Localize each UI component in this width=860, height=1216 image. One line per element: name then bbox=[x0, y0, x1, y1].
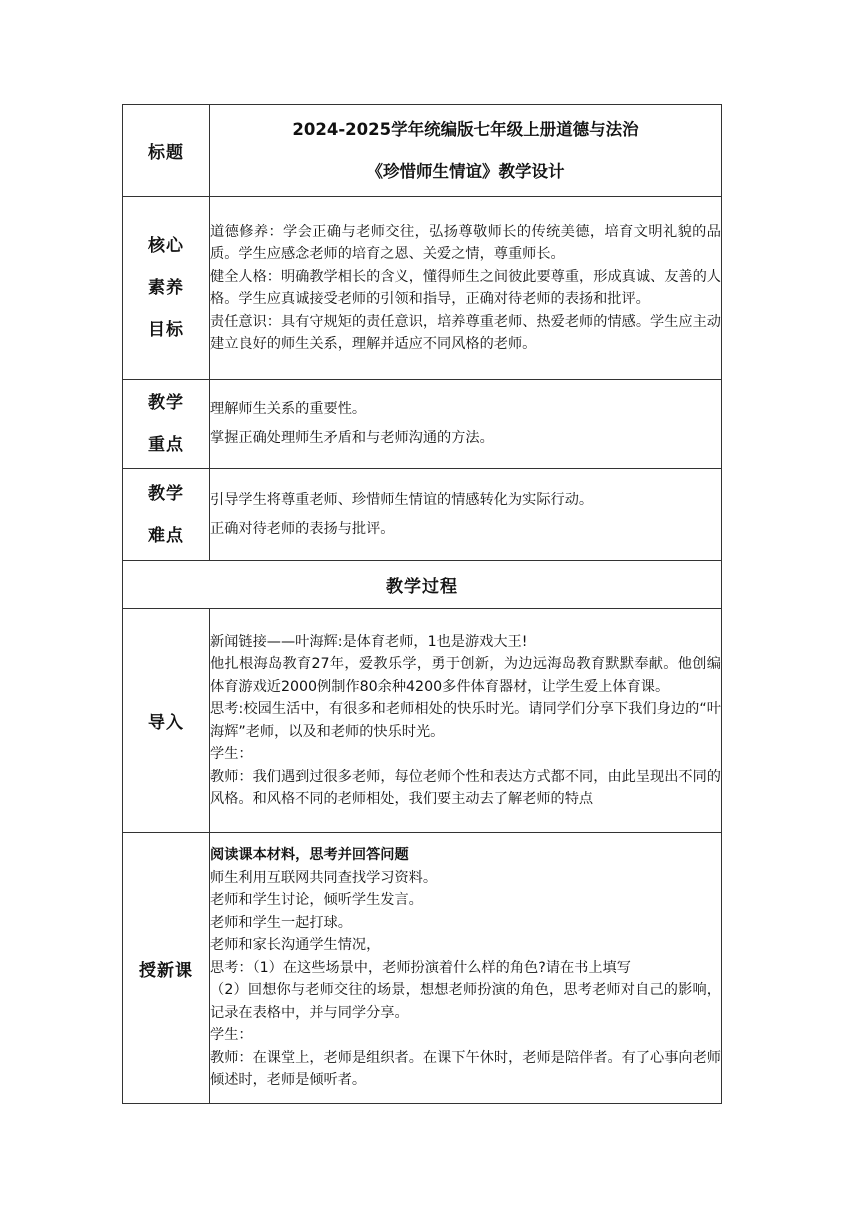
intro-label: 导入 bbox=[123, 609, 210, 833]
label-line: 难点 bbox=[148, 525, 184, 546]
label-line: 素养 bbox=[148, 278, 184, 298]
label-line: 教学 bbox=[148, 393, 184, 413]
paragraph: （2）回想你与老师交往的场景，想想老师扮演的角色，思考老师对自己的影响，记录在表格中，并与同学分享。 bbox=[210, 982, 721, 1021]
title-line-1: 2024-2025学年统编版七年级上册道德与法治 bbox=[292, 119, 639, 139]
lesson-plan-table bbox=[122, 104, 722, 1104]
paragraph: 老师和学生讨论，倾听学生发言。 bbox=[210, 892, 423, 909]
title-label: 标题 bbox=[123, 105, 210, 197]
list-item: 引导学生将尊重老师、珍惜师生情谊的情感转化为实际行动。 bbox=[210, 491, 594, 508]
core-literacy-content bbox=[210, 197, 722, 380]
key-points-label bbox=[123, 380, 210, 469]
paragraph: 思考：（1）在这些场景中，老师扮演着什么样的角色?请在书上填写 bbox=[210, 959, 631, 976]
intro-row bbox=[123, 609, 722, 833]
label-line: 教学 bbox=[148, 483, 184, 504]
paragraph: 他扎根海岛教育27年，爱教乐学，勇于创新，为边远海岛教育默默奉献。他创编体育游戏近2000例制作80余种4200多件体育器材，让学生爱上体育课。 bbox=[210, 656, 721, 695]
paragraph: 教师：在课堂上，老师是组织者。在课下午休时，老师是陪伴者。有了心事向老师倾述时，老师是倾听者。 bbox=[210, 1049, 721, 1089]
document-title bbox=[210, 105, 722, 197]
paragraph: 健全人格：明确教学相长的含义，懂得师生之间彼此要尊重，形成真诚、友善的人格。学生应真诚接受老师的引领和指导，正确对待老师的表扬和批评。 bbox=[210, 268, 721, 307]
paragraph: 教师：我们遇到过很多老师，每位老师个性和表达方式都不同，由此呈现出不同的风格。和风格不同的老师相处，我们要主动去了解老师的特点 bbox=[210, 768, 721, 807]
intro-content bbox=[210, 609, 722, 833]
paragraph: 学生： bbox=[210, 746, 253, 762]
paragraph: 新闻链接——叶海辉:是体育老师，1也是游戏大王! bbox=[210, 633, 528, 650]
process-heading: 教学过程 bbox=[123, 561, 722, 609]
difficult-points-label bbox=[123, 469, 210, 561]
difficult-points-row bbox=[123, 469, 722, 561]
core-literacy-label bbox=[123, 197, 210, 380]
paragraph: 学生： bbox=[210, 1027, 253, 1044]
process-heading-row bbox=[123, 561, 722, 609]
paragraph: 师生利用互联网共同查找学习资料。 bbox=[210, 869, 438, 886]
list-item: 掌握正确处理师生矛盾和与老师沟通的方法。 bbox=[210, 430, 494, 446]
key-points-content bbox=[210, 380, 722, 469]
paragraph: 老师和家长沟通学生情况， bbox=[210, 937, 381, 954]
paragraph: 道德修养：学会正确与老师交往，弘扬尊敬师长的传统美德，培育文明礼貌的品质。学生应感念老师的培育之恩、关爱之情，尊重师长。 bbox=[210, 223, 721, 262]
paragraph: 责任意识：具有守规矩的责任意识，培养尊重老师、热爱老师的情感。学生应主动建立良好的师生关系，理解并适应不同风格的老师。 bbox=[210, 313, 721, 352]
title-line-2: 《珍惜师生情谊》教学设计 bbox=[366, 161, 565, 181]
paragraph: 老师和学生一起打球。 bbox=[210, 914, 352, 931]
difficult-points-content bbox=[210, 469, 722, 561]
title-row bbox=[123, 105, 722, 197]
section-heading: 阅读课本材料，思考并回答问题 bbox=[210, 847, 409, 864]
core-literacy-row bbox=[123, 197, 722, 380]
label-line: 目标 bbox=[148, 320, 184, 340]
new-lesson-row bbox=[123, 833, 722, 1104]
key-points-row bbox=[123, 380, 722, 469]
list-item: 理解师生关系的重要性。 bbox=[210, 401, 367, 417]
label-line: 重点 bbox=[148, 435, 184, 455]
new-lesson-content bbox=[210, 833, 722, 1104]
new-lesson-label: 授新课 bbox=[123, 833, 210, 1104]
list-item: 正确对待老师的表扬与批评。 bbox=[210, 520, 395, 537]
paragraph: 思考:校园生活中，有很多和老师相处的快乐时光。请同学们分享下我们身边的“叶海辉”老师，以及和老师的快乐时光。 bbox=[210, 701, 721, 740]
label-line: 核心 bbox=[148, 236, 184, 256]
